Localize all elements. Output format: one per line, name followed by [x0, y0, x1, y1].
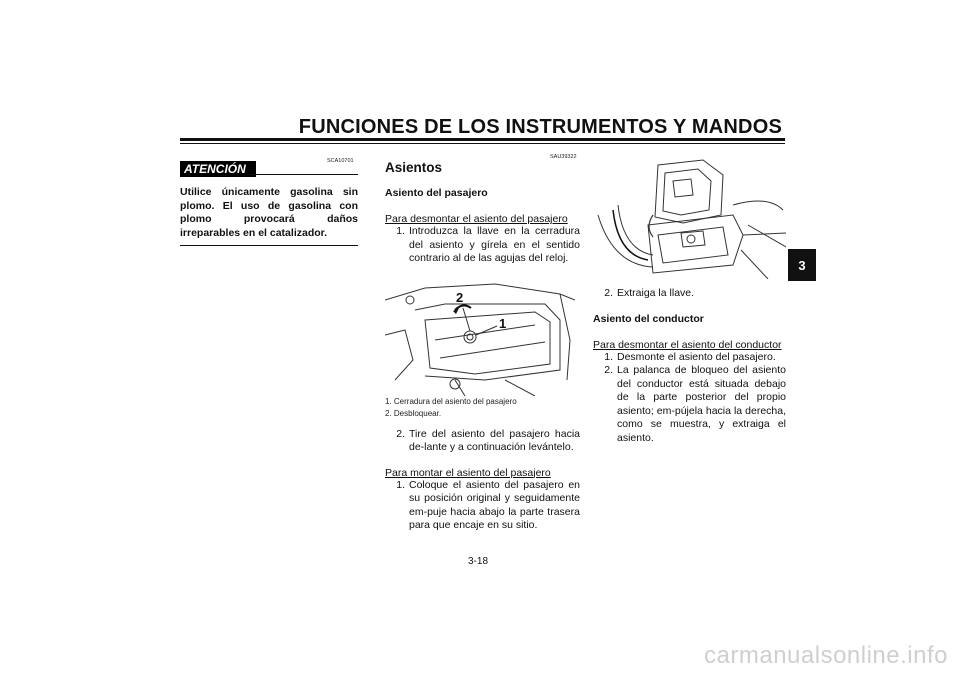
atencion-code: SCA10701 — [327, 158, 354, 164]
watermark[interactable]: carmanualsonline.info — [704, 642, 948, 669]
atencion-box — [180, 160, 358, 246]
asientos-code: SAU39322 — [550, 154, 577, 160]
list-item: 2. La palanca de bloqueo del asiento del conductor está situada debajo de la parte posterior del propio asiento; em-pújela hacia la derecha, como se muestra, y extraiga el asiento. — [604, 364, 786, 444]
desmontar-title: Para desmontar el asiento del pasajero — [385, 213, 568, 225]
figure-seat-lock — [385, 280, 575, 396]
section-title: Asientos — [385, 160, 443, 175]
atencion-label: ATENCIÓN — [180, 161, 256, 177]
list-item: 1. Introduzca la llave en la cerradura del asiento y gírela en el sentido contrario al de las agujas del reloj. — [396, 225, 580, 264]
montar-title: Para montar el asiento del pasajero — [385, 466, 551, 479]
list-item: 1. Coloque el asiento del pasajero en su posición original y seguidamente em-puje hacia abajo la parte trasera para que encaje en su sitio. — [396, 478, 580, 531]
list-item: 2. Extraiga la llave. — [604, 287, 695, 299]
chapter-tab: 3 — [788, 249, 816, 281]
header-rule-thick — [180, 138, 785, 141]
caption-2: 2. Desbloquear. — [385, 408, 442, 418]
atencion-bottom-rule — [180, 245, 358, 246]
figure-seat-key — [593, 155, 786, 279]
column-2 — [385, 155, 580, 533]
page-number: 3-18 — [468, 556, 489, 567]
conductor-desmontar-title: Para desmontar el asiento del conductor — [593, 338, 782, 351]
column-3 — [593, 155, 786, 445]
atencion-text: Utilice únicamente gasolina sin plomo. El uso de gasolina con plomo provocará daños irreparables en el catalizador. — [180, 186, 358, 239]
figure-label-1: 1 — [499, 315, 507, 331]
atencion-line — [250, 174, 358, 175]
seat-key-illustration — [593, 155, 786, 279]
caption-1: 1. Cerradura del asiento del pasajero — [385, 396, 517, 406]
page-title: FUNCIONES DE LOS INSTRUMENTOS Y MANDOS — [298, 116, 782, 138]
seat-lock-illustration — [385, 280, 575, 396]
conductor-title: Asiento del conductor — [593, 312, 704, 325]
list-item: 1. Desmonte el asiento del pasajero. — [604, 350, 776, 363]
figure-label-2: 2 — [456, 289, 464, 305]
list-item: 2. Tire del asiento del pasajero hacia de-lante y a continuación levántelo. — [396, 427, 580, 453]
header-rule-thin — [180, 143, 785, 144]
pasajero-title: Asiento del pasajero — [385, 187, 488, 199]
